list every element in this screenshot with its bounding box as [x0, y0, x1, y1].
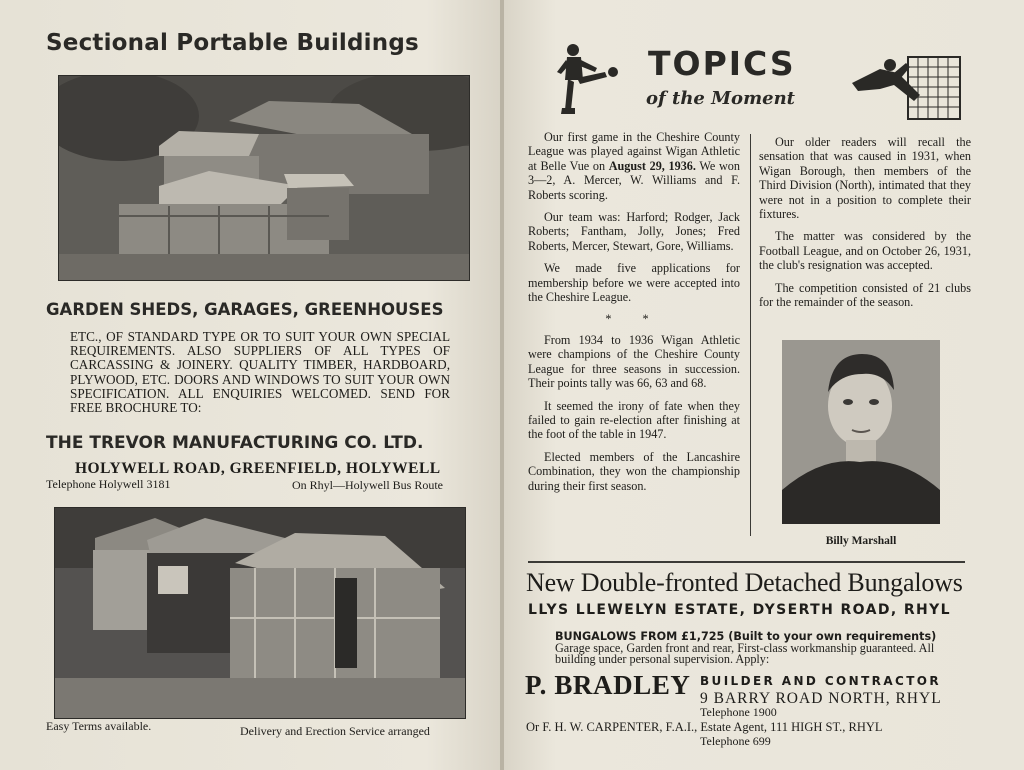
- sheds-photo: [54, 507, 466, 719]
- match-date: August 29, 1936.: [608, 158, 696, 173]
- article-paragraph: We made five applications for membership before we were accepted into the Cheshire League.: [528, 261, 740, 305]
- ad-title: Sectional Portable Buildings: [46, 30, 419, 56]
- goalkeeper-diving-icon: [850, 55, 962, 123]
- company-name: THE TREVOR MANUFACTURING CO. LTD.: [46, 433, 424, 453]
- sheds-illustration: [55, 508, 465, 718]
- easy-terms-note: Easy Terms available.: [46, 719, 152, 733]
- company-address: HOLYWELL ROAD, GREENFIELD, HOLYWELL: [75, 460, 441, 477]
- estate-agent: Or F. H. W. CARPENTER, F.A.I., Estate Agent, 111 HIGH ST., RHYL: [526, 720, 883, 734]
- ad-body-text: ETC., OF STANDARD TYPE OR TO SUIT YOUR OWN SPECIAL REQUIREMENTS. ALSO SUPPLIERS OF ALL TYPES OF CARCASSING & JOINERY. QUALITY TIMBER, HARDBOARD, PLYWOOD, ETC. DOORS AND WINDOWS TO SUIT YOUR OWN SPECIFICATION. ALL ENQUIRIES WELCOMED. SEND FOR FREE BROCHURE TO:: [70, 329, 450, 416]
- builder-title: BUILDER AND CONTRACTOR: [700, 674, 942, 688]
- company-telephone: Telephone Holywell 3181: [46, 477, 171, 491]
- section-divider: [528, 561, 965, 563]
- article-paragraph: Elected members of the Lancashire Combination, they won the championship during their first season.: [528, 449, 740, 493]
- left-page: [0, 0, 502, 770]
- article-column-2: [759, 135, 971, 317]
- player-portrait: [782, 340, 940, 524]
- p1-text: Our first game in the Cheshire County League was played against Wigan Athletic at Belle Vue on: [528, 130, 740, 173]
- article-paragraph: It seemed the irony of fate when they failed to gain re-election after finishing at the foot of the table in 1947.: [528, 398, 740, 442]
- p1-text-end: We won 3—2, A. Mercer, W. Williams and F. Roberts scoring.: [528, 158, 740, 202]
- article-column-1: [528, 130, 740, 501]
- column-divider: [750, 134, 751, 536]
- portrait-illustration: [782, 340, 940, 524]
- buildings-illustration: [59, 76, 469, 280]
- builder-address: 9 BARRY ROAD NORTH, RHYL: [700, 690, 942, 707]
- bungalow-headline: New Double-fronted Detached Bungalows: [526, 568, 963, 597]
- article-paragraph: [528, 130, 740, 202]
- section-separator: * *: [605, 312, 663, 327]
- agent-telephone: Telephone 699: [700, 734, 771, 748]
- price-line: BUNGALOWS FROM £1,725 (Built to your own requirements): [555, 630, 937, 643]
- builder-name: P. BRADLEY: [525, 670, 691, 700]
- bungalow-details: [555, 631, 945, 666]
- footballer-kicking-icon: [553, 42, 619, 122]
- delivery-note: Delivery and Erection Service arranged: [240, 724, 430, 738]
- article-paragraph: The matter was considered by the Football League, and on October 26, 1931, the club's resignation was accepted.: [759, 229, 971, 273]
- builder-telephone: Telephone 1900: [700, 705, 777, 719]
- article-paragraph: Our older readers will recall the sensation that was caused in 1931, when Wigan Borough, then members of the Third Division (North), intimated that they were not in a position to complete their fixtures.: [759, 135, 971, 222]
- estate-name: LLYS LLEWELYN ESTATE, DYSERTH ROAD, RHYL: [528, 602, 951, 618]
- bus-route-note: On Rhyl—Holywell Bus Route: [292, 478, 444, 492]
- topics-heading: TOPICS: [648, 44, 796, 83]
- topics-subheading: of the Moment: [646, 88, 795, 109]
- buildings-photo: [58, 75, 470, 281]
- article-paragraph: From 1934 to 1936 Wigan Athletic were champions of the Cheshire County League for three seasons in succession. Their points tally was 66, 63 and 68.: [528, 332, 740, 391]
- article-paragraph: The competition consisted of 21 clubs for the remainder of the season.: [759, 280, 971, 310]
- article-paragraph: Our team was: Harford; Rodger, Jack Roberts; Fantham, Jolly, Jones; Fred Roberts, Mercer, Stewart, Gore, Williams.: [528, 210, 740, 253]
- portrait-caption: Billy Marshall: [825, 535, 897, 547]
- products-heading: GARDEN SHEDS, GARAGES, GREENHOUSES: [46, 300, 444, 319]
- details-text: Garage space, Garden front and rear, First-class workmanship guaranteed. All building under personal supervision. Apply:: [555, 640, 935, 667]
